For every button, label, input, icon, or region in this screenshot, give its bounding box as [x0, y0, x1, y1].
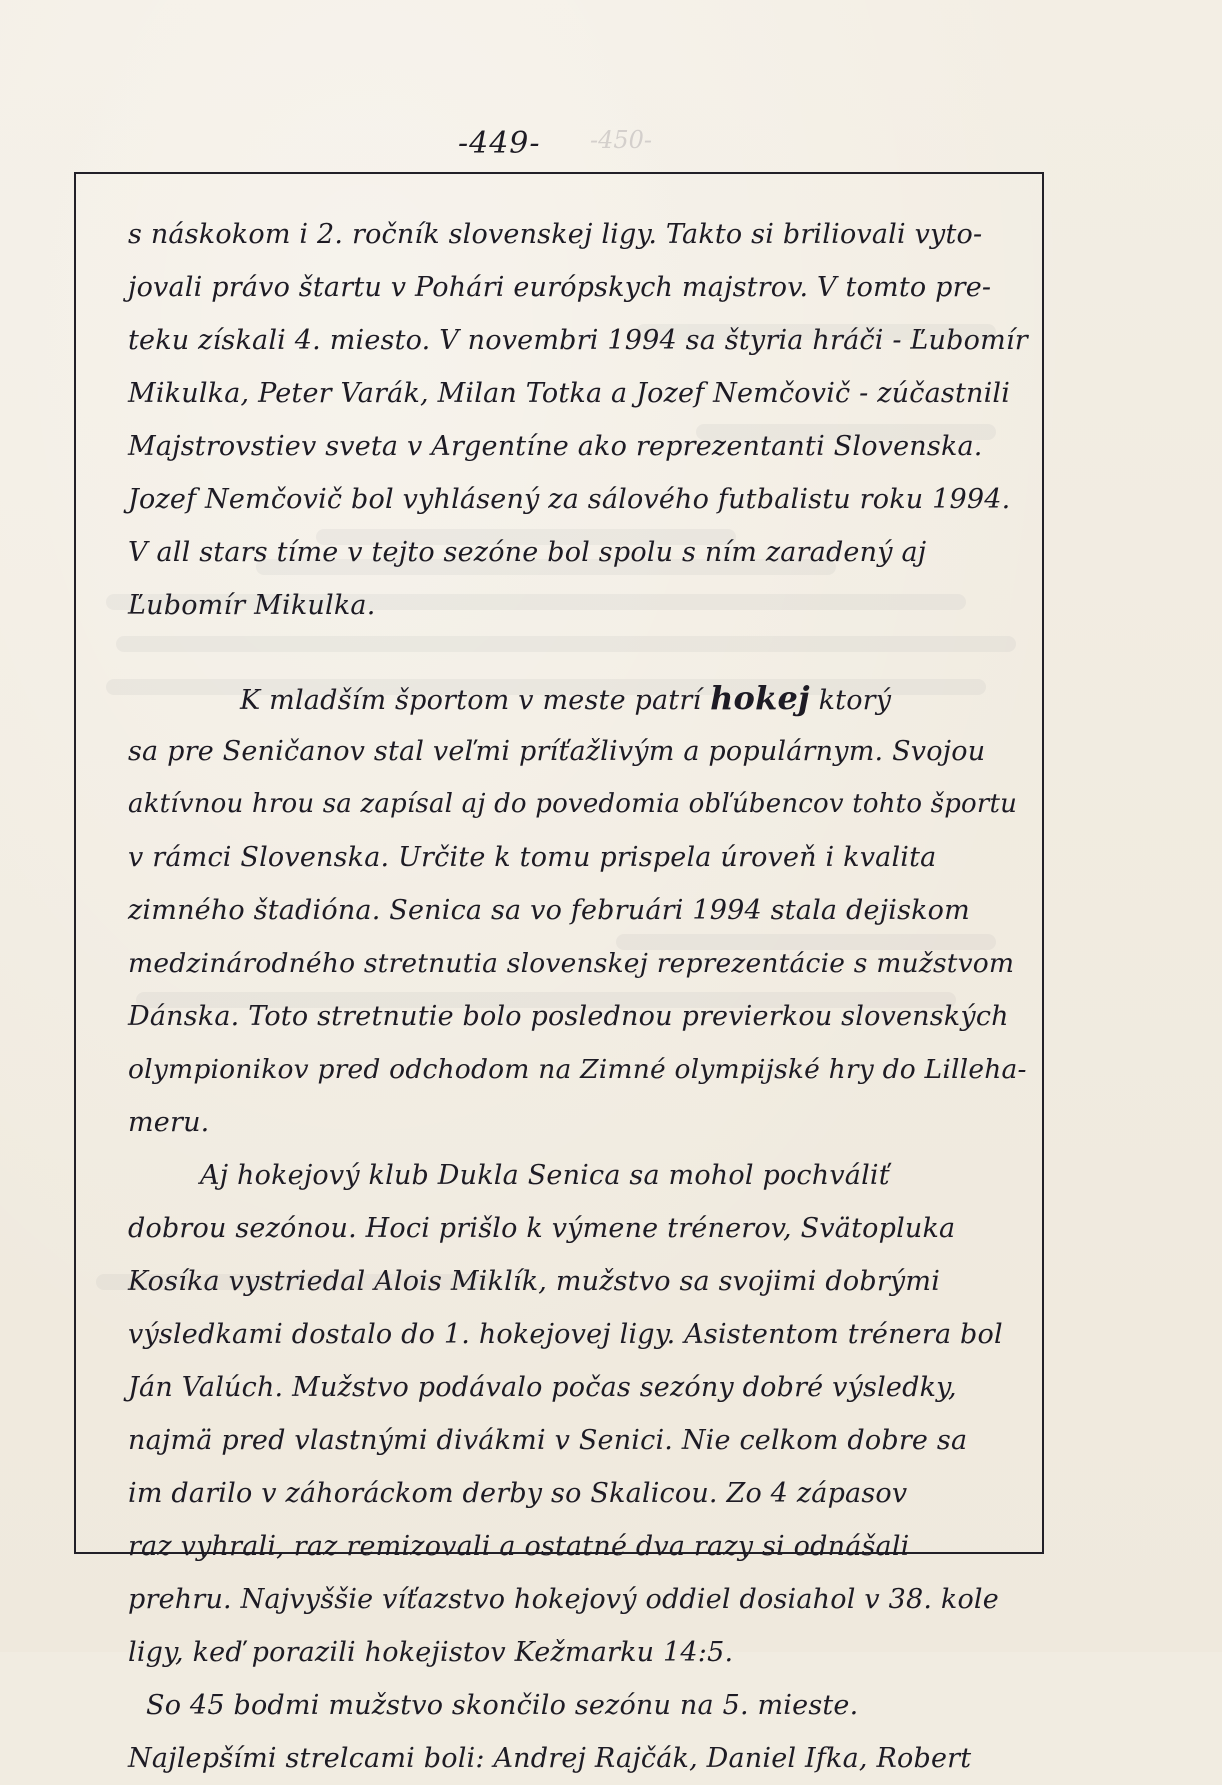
text-line: výsledkami dostalo do 1. hokejovej ligy. Asistentom trénera bol [128, 1319, 1003, 1350]
text-fragment: K mladším športom v meste patrí [240, 685, 711, 716]
text-line: raz vyhrali, raz remizovali a ostatné dva razy si odnášali [128, 1531, 910, 1562]
text-line: teku získali 4. miesto. V novembri 1994 sa štyria hráči - Ľubomír [128, 325, 1028, 356]
text-line: Majstrovstiev sveta v Argentíne ako reprezentanti Slovenska. [128, 431, 983, 462]
text-line: Ján Valúch. Mužstvo podávalo počas sezóny dobré výsledky, [128, 1372, 957, 1403]
text-line: im darilo v záhoráckom derby so Skalicou. Zo 4 zápasov [128, 1478, 908, 1509]
text-line: najmä pred vlastnými divákmi v Senici. Nie celkom dobre sa [128, 1425, 968, 1456]
text-line: V all stars tíme v tejto sezóne bol spolu s ním zaradený aj [128, 537, 927, 568]
text-line: Kosíka vystriedal Alois Miklík, mužstvo sa svojimi dobrými [128, 1266, 941, 1297]
text-line: Jozef Nemčovič bol vyhlásený za sálového futbalistu roku 1994. [128, 484, 1011, 515]
text-line: sa pre Seničanov stal veľmi príťažlivým a populárnym. Svojou [128, 736, 986, 767]
text-line: Dánska. Toto stretnutie bolo poslednou previerkou slovenských [128, 1001, 1009, 1032]
text-line: s náskokom i 2. ročník slovenskej ligy. Takto si briliovali vyto- [128, 219, 983, 250]
handwritten-text-block [128, 208, 1028, 1785]
text-line: aktívnou hrou sa zapísal aj do povedomia obľúbencov tohto športu [128, 789, 1018, 819]
text-fragment: ktorý [809, 685, 892, 716]
text-line: v rámci Slovenska. Určite k tomu prispela úroveň i kvalita [128, 842, 937, 873]
text-line: jovali právo štartu v Pohári európskych majstrov. V tomto pre- [128, 272, 992, 303]
text-line: olympionikov pred odchodom na Zimné olympijské hry do Lilleha- [128, 1054, 1027, 1085]
text-line: medzinárodného stretnutia slovenskej reprezentácie s mužstvom [128, 948, 1015, 979]
text-line: meru. [128, 1107, 210, 1138]
page-frame [74, 172, 1044, 1774]
text-line: Aj hokejový klub Dukla Senica sa mohol pochváliť [200, 1160, 890, 1191]
text-line: Mikulka, Peter Varák, Milan Totka a Jozef Nemčovič - zúčastnili [128, 378, 1011, 409]
page-number: -449- [458, 126, 541, 161]
highlighted-word: hokej [710, 679, 810, 717]
paragraph-gap [128, 632, 1028, 672]
text-line: ligy, keď porazili hokejistov Kežmarku 14:5. [128, 1637, 734, 1668]
text-line: So 45 bodmi mužstvo skončilo sezónu na 5. mieste. [146, 1690, 859, 1721]
text-line-with-highlight [128, 672, 1028, 725]
text-line: Ľubomír Mikulka. [128, 590, 376, 621]
text-line: Najlepšími strelcami boli: Andrej Rajčák, Daniel Ifka, Robert [128, 1743, 972, 1774]
text-line: zimného štadióna. Senica sa vo februári 1994 stala dejiskom [128, 895, 970, 926]
text-line: dobrou sezónou. Hoci prišlo k výmene trénerov, Svätopluka [128, 1213, 956, 1244]
text-line: prehru. Najvyššie víťazstvo hokejový oddiel dosiahol v 38. kole [128, 1584, 999, 1615]
bleed-through-page-number: -450- [590, 126, 653, 154]
